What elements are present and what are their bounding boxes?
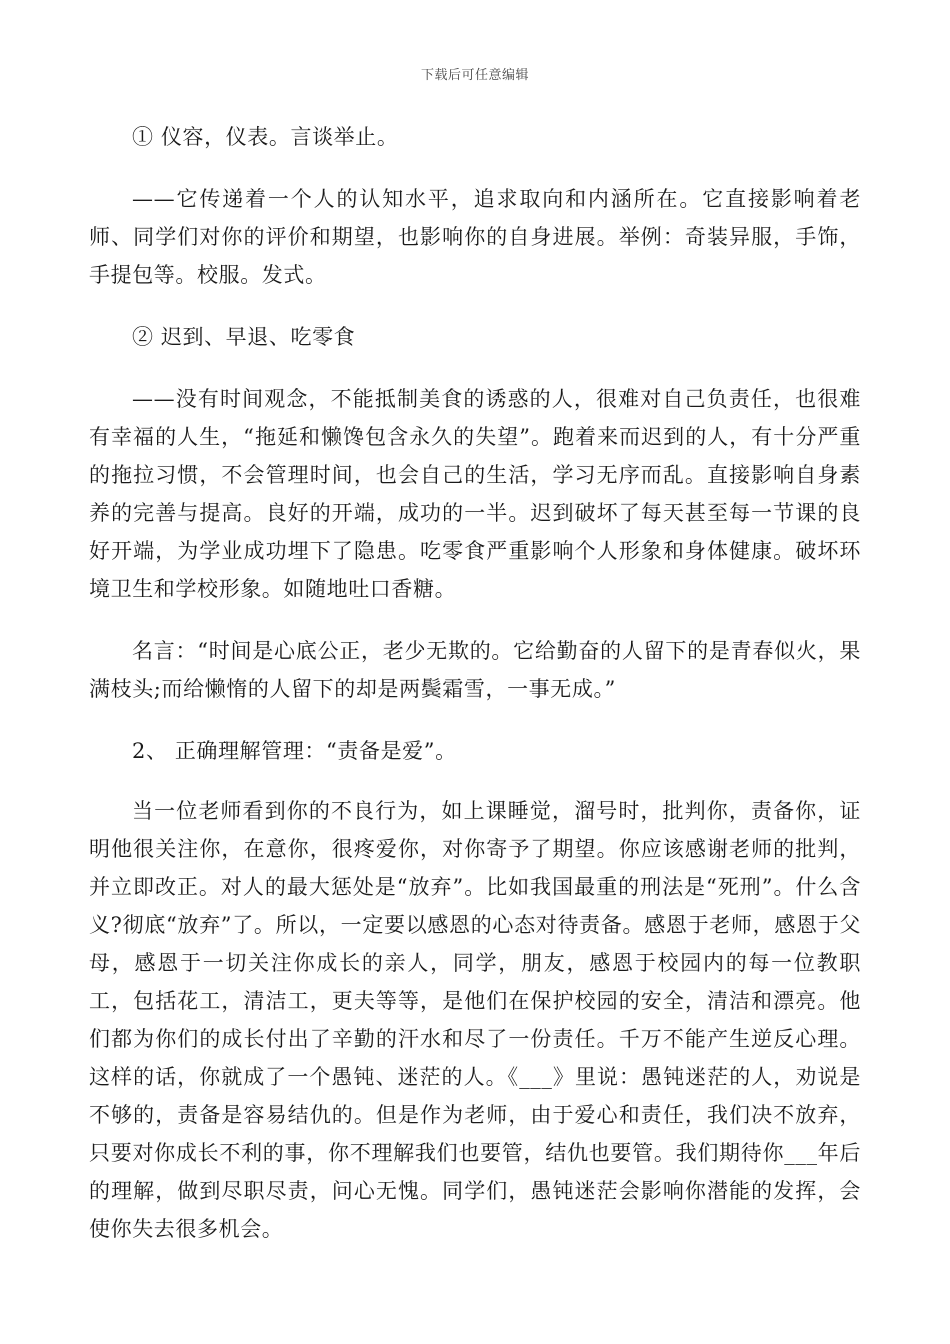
page-header: 下载后可任意编辑 bbox=[420, 68, 529, 83]
item1-body: ——它传递着一个人的认知水平，追求取向和内涵所在。它直接影响着老师、同学们对你的评价和期望，也影响你的自身进展。举例：奇装异服，手饰，手提包等。校服。发式。 bbox=[89, 187, 861, 287]
document-body bbox=[89, 118, 861, 1272]
section2-body: 当一位老师看到你的不良行为，如上课睡觉，溜号时，批判你，责备你，证明他很关注你，在意你，很疼爱你，对你寄予了期望。你应该感谢老师的批判，并立即改正。对人的最大惩处是“放弃”。比如我国最重的刑法是“死刑”。什么含义?彻底“放弃”了。所以，一定要以感恩的心态对待责备。感恩于老师，感恩于父母，感恩于一切关注你成长的亲人，同学，朋友，感恩于校园内的每一位教职工，包括花工，清洁工，更夫等等，是他们在保护校园的安全，清洁和漂亮。他们都为你们的成长付出了辛勤的汗水和尽了一份责任。千万不能产生逆反心理。这样的话，你就成了一个愚钝、迷茫的人。《___》里说：愚钝迷茫的人，劝说是不够的，责备是容易结仇的。但是作为老师，由于爱心和责任，我们决不放弃，只要对你成长不利的事，你不理解我们也要管，结仇也要管。我们期待你___年后的理解，做到尽职尽责，问心无愧。同学们，愚钝迷茫会影响你潜能的发挥，会使你失去很多机会。 bbox=[89, 799, 861, 1241]
item1-heading: ① 仪容，仪表。言谈举止。 bbox=[132, 125, 399, 149]
section2-heading: 2、 正确理解管理：“责备是爱”。 bbox=[132, 739, 457, 763]
item2-heading: ② 迟到、早退、吃零食 bbox=[132, 325, 356, 349]
quote-paragraph: 名言：“时间是心底公正，老少无欺的。它给勤奋的人留下的是青春似火，果满枝头;而给懒惰的人留下的却是两鬓霜雪，一事无成。” bbox=[89, 639, 861, 701]
item2-body: ——没有时间观念，不能抵制美食的诱惑的人，很难对自己负责任，也很难有幸福的人生，“拖延和懒馋包含永久的失望”。跑着来而迟到的人，有十分严重的拖拉习惯，不会管理时间，也会自己的生活，学习无序而乱。直接影响自身素养的完善与提高。良好的开端，成功的一半。迟到破坏了每天甚至每一节课的良好开端，为学业成功埋下了隐患。吃零食严重影响个人形象和身体健康。破坏环境卫生和学校形象。如随地吐口香糖。 bbox=[89, 387, 861, 601]
